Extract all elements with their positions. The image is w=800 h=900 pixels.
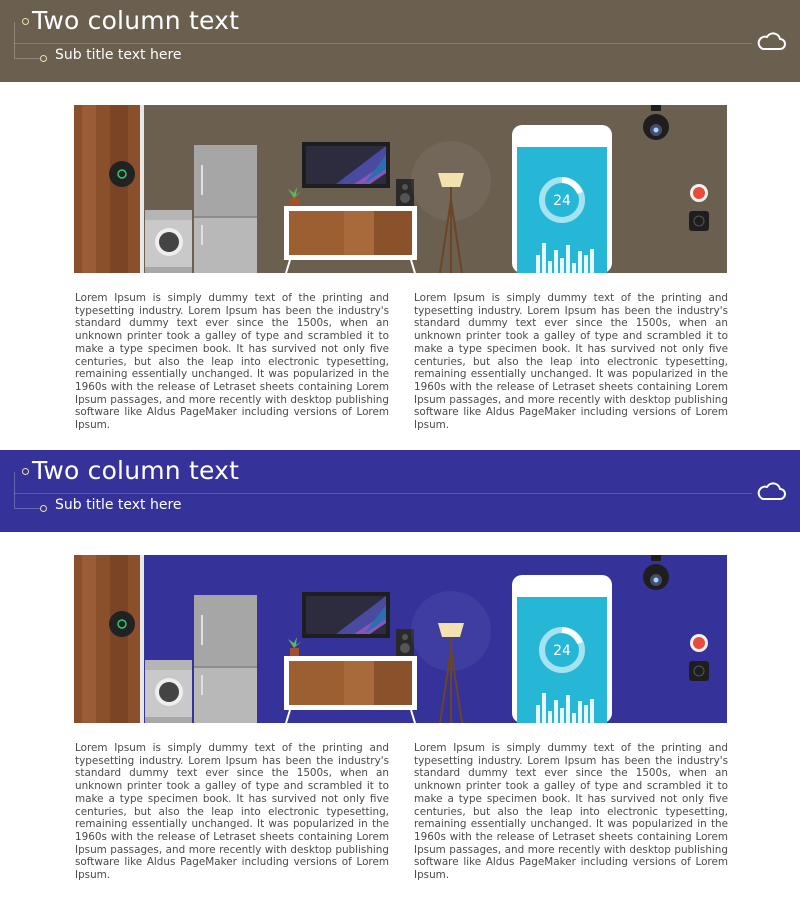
smart-home-illustration bbox=[74, 555, 727, 723]
smartphone bbox=[512, 575, 612, 723]
smart-home-illustration bbox=[74, 105, 727, 273]
header-rule bbox=[14, 493, 752, 494]
door bbox=[74, 105, 144, 273]
section-title: Two column text bbox=[32, 456, 240, 485]
thermostat-value: 24 bbox=[553, 193, 571, 209]
refrigerator bbox=[194, 595, 257, 723]
header-band bbox=[0, 0, 800, 82]
washing-machine bbox=[145, 210, 192, 273]
subtitle-bullet-icon bbox=[40, 55, 47, 62]
door bbox=[74, 555, 144, 723]
television-icon bbox=[302, 142, 390, 188]
text-column-right: Lorem Ipsum is simply dummy text of the printing and typesetting industry. Lorem Ipsum has been the industry's standard dummy text ever since the 1500s, when an unknown printer took a galley of type and scrambled it to make a type specimen book. It has survived not only five centuries, but also the leap into electronic typesetting, remaining essentially unchanged. It was popularized in the 1960s with the release of Letraset sheets containing Lorem Ipsum passages, and more recently with desktop publishing software like Aldus PageMaker including versions of Lorem Ipsum. bbox=[414, 292, 728, 432]
title-bullet-icon bbox=[22, 18, 29, 25]
slide-section-2 bbox=[0, 450, 800, 900]
text-column-right: Lorem Ipsum is simply dummy text of the printing and typesetting industry. Lorem Ipsum has been the industry's standard dummy text ever since the 1500s, when an unknown printer took a galley of type and scrambled it to make a type specimen book. It has survived not only five centuries, but also the leap into electronic typesetting, remaining essentially unchanged. It was popularized in the 1960s with the release of Letraset sheets containing Lorem Ipsum passages, and more recently with desktop publishing software like Aldus PageMaker including versions of Lorem Ipsum. bbox=[414, 742, 728, 882]
television-icon bbox=[302, 592, 390, 638]
thermostat-value: 24 bbox=[553, 643, 571, 659]
text-column-left: Lorem Ipsum is simply dummy text of the printing and typesetting industry. Lorem Ipsum has been the industry's standard dummy text ever since the 1500s, when an unknown printer took a galley of type and scrambled it to make a type specimen book. It has survived not only five centuries, but also the leap into electronic typesetting, remaining essentially unchanged. It was popularized in the 1960s with the release of Letraset sheets containing Lorem Ipsum passages, and more recently with desktop publishing software like Aldus PageMaker including versions of Lorem Ipsum. bbox=[75, 742, 389, 882]
door-lock-icon bbox=[109, 611, 135, 637]
header-connector bbox=[14, 472, 15, 508]
door-lock-icon bbox=[109, 161, 135, 187]
header-connector bbox=[14, 58, 40, 59]
refrigerator bbox=[194, 145, 257, 273]
alarm-button-icon bbox=[690, 184, 708, 202]
title-bullet-icon bbox=[22, 468, 29, 475]
header-connector bbox=[14, 508, 40, 509]
subtitle-bullet-icon bbox=[40, 505, 47, 512]
section-subtitle: Sub title text here bbox=[55, 497, 182, 513]
section-subtitle: Sub title text here bbox=[55, 47, 182, 63]
cloud-icon bbox=[756, 480, 786, 502]
washing-machine bbox=[145, 660, 192, 723]
text-column-left: Lorem Ipsum is simply dummy text of the printing and typesetting industry. Lorem Ipsum has been the industry's standard dummy text ever since the 1500s, when an unknown printer took a galley of type and scrambled it to make a type specimen book. It has survived not only five centuries, but also the leap into electronic typesetting, remaining essentially unchanged. It was popularized in the 1960s with the release of Letraset sheets containing Lorem Ipsum passages, and more recently with desktop publishing software like Aldus PageMaker including versions of Lorem Ipsum. bbox=[75, 292, 389, 432]
cloud-icon bbox=[756, 30, 786, 52]
wall-switch-icon bbox=[689, 211, 709, 231]
header-band bbox=[0, 450, 800, 532]
header-rule bbox=[14, 43, 752, 44]
wall-switch-icon bbox=[689, 661, 709, 681]
section-title: Two column text bbox=[32, 6, 240, 35]
header-connector bbox=[14, 22, 15, 58]
alarm-button-icon bbox=[690, 634, 708, 652]
smartphone bbox=[512, 125, 612, 273]
